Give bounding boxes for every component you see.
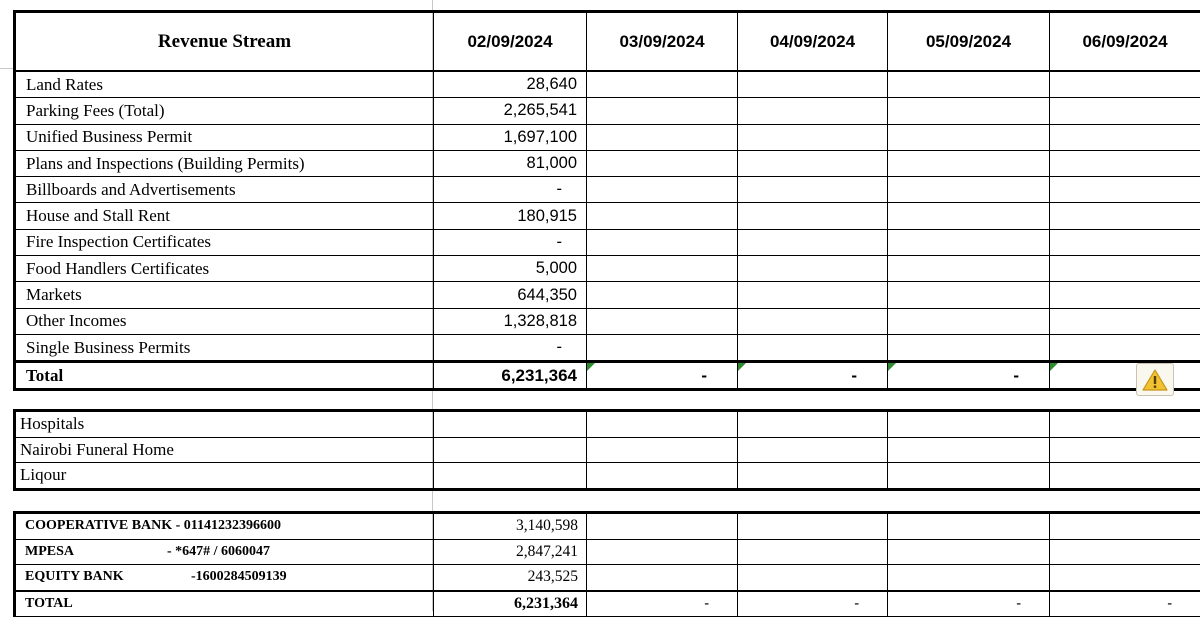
total-dash: - — [701, 366, 707, 385]
bank-total-dash: - — [738, 591, 888, 617]
empty-cell — [738, 177, 888, 203]
empty-cell — [738, 203, 888, 229]
empty-cell — [587, 124, 738, 150]
header-row — [15, 12, 1200, 72]
bank-total-value: 6,231,364 — [434, 591, 587, 617]
bank-total-dash: - — [1050, 591, 1200, 617]
bank-name — [15, 513, 434, 540]
total-value: 6,231,364 — [434, 362, 587, 390]
table-row — [15, 463, 1200, 490]
row-value: 2,265,541 — [434, 98, 587, 124]
header-revenue-stream: Revenue Stream — [15, 12, 434, 72]
header-date: 04/09/2024 — [738, 12, 888, 72]
row-label: Liqour — [15, 463, 434, 490]
row-label: Billboards and Advertisements — [15, 177, 434, 203]
bank-total-row — [15, 591, 1200, 617]
empty-cell — [1050, 539, 1200, 565]
empty-cell — [1050, 463, 1200, 490]
empty-cell — [587, 334, 738, 361]
empty-cell — [587, 463, 738, 490]
row-value: 1,697,100 — [434, 124, 587, 150]
header-date: 02/09/2024 — [434, 12, 587, 72]
empty-cell — [888, 124, 1050, 150]
empty-cell — [888, 282, 1050, 308]
empty-cell — [888, 256, 1050, 282]
row-label: Hospitals — [15, 411, 434, 438]
empty-cell — [1050, 124, 1200, 150]
sheet-gridline — [0, 68, 14, 69]
header-date: 03/09/2024 — [587, 12, 738, 72]
table-row — [15, 437, 1200, 463]
row-value: 28,640 — [434, 71, 587, 98]
banks-table — [13, 511, 1200, 617]
row-value: - — [434, 177, 587, 203]
empty-cell — [587, 98, 738, 124]
empty-cell — [888, 98, 1050, 124]
empty-cell — [587, 256, 738, 282]
empty-cell — [587, 282, 738, 308]
error-indicator — [587, 363, 595, 371]
empty-cell — [1050, 334, 1200, 361]
revenue-table — [13, 10, 1200, 391]
empty-cell — [587, 437, 738, 463]
empty-cell — [587, 229, 738, 255]
empty-cell — [587, 150, 738, 176]
table-row — [15, 539, 1200, 565]
empty-cell — [888, 71, 1050, 98]
empty-cell — [738, 98, 888, 124]
bank-value: 243,525 — [434, 565, 587, 591]
empty-cell — [888, 539, 1050, 565]
row-label: Single Business Permits — [15, 334, 434, 361]
empty-cell — [738, 437, 888, 463]
bank-total-label: TOTAL — [15, 591, 434, 617]
row-label: Markets — [15, 282, 434, 308]
empty-cell — [587, 513, 738, 540]
error-indicator — [738, 363, 746, 371]
row-value: - — [434, 334, 587, 361]
empty-cell — [1050, 256, 1200, 282]
bank-ref: - *647# / 6060047 — [167, 544, 270, 559]
table-row — [15, 513, 1200, 540]
row-label: Plans and Inspections (Building Permits) — [15, 150, 434, 176]
empty-cell — [738, 229, 888, 255]
empty-cell — [888, 177, 1050, 203]
empty-cell — [738, 565, 888, 591]
empty-cell — [1050, 282, 1200, 308]
total-value — [1050, 362, 1200, 390]
empty-cell — [888, 565, 1050, 591]
empty-cell — [1050, 308, 1200, 334]
row-label: Land Rates — [15, 71, 434, 98]
row-value: 644,350 — [434, 282, 587, 308]
total-value — [587, 362, 738, 390]
empty-cell — [738, 71, 888, 98]
table-row — [15, 124, 1200, 150]
empty-cell — [888, 308, 1050, 334]
bank-total-dash: - — [587, 591, 738, 617]
row-value: 180,915 — [434, 203, 587, 229]
bank-name — [15, 565, 434, 591]
empty-cell — [587, 177, 738, 203]
empty-cell — [587, 71, 738, 98]
empty-cell — [738, 539, 888, 565]
empty-cell — [1050, 513, 1200, 540]
empty-cell — [888, 463, 1050, 490]
empty-cell — [888, 513, 1050, 540]
empty-cell — [888, 437, 1050, 463]
empty-cell — [587, 565, 738, 591]
empty-cell — [888, 203, 1050, 229]
row-label: Unified Business Permit — [15, 124, 434, 150]
empty-cell — [738, 124, 888, 150]
bank-value: 3,140,598 — [434, 513, 587, 540]
empty-cell — [738, 411, 888, 438]
table-row — [15, 308, 1200, 334]
row-value: 81,000 — [434, 150, 587, 176]
empty-cell — [1050, 203, 1200, 229]
bank-name-text: MPESA — [25, 544, 167, 560]
empty-cell — [738, 256, 888, 282]
table-row — [15, 256, 1200, 282]
empty-cell — [587, 411, 738, 438]
table-row — [15, 150, 1200, 176]
empty-cell — [738, 282, 888, 308]
table-row — [15, 334, 1200, 361]
empty-cell — [738, 463, 888, 490]
row-label: Food Handlers Certificates — [15, 256, 434, 282]
table-row — [15, 411, 1200, 438]
other-streams-table — [13, 409, 1200, 491]
table-row — [15, 229, 1200, 255]
row-label: Nairobi Funeral Home — [15, 437, 434, 463]
error-indicator — [1050, 363, 1058, 371]
total-value — [738, 362, 888, 390]
total-dash: - — [1013, 366, 1019, 385]
table-row — [15, 565, 1200, 591]
table-row — [15, 177, 1200, 203]
bank-total-dash: - — [888, 591, 1050, 617]
bank-value: 2,847,241 — [434, 539, 587, 565]
row-value: - — [434, 229, 587, 255]
empty-cell — [888, 229, 1050, 255]
total-row — [15, 362, 1200, 390]
empty-cell — [587, 539, 738, 565]
empty-cell — [1050, 71, 1200, 98]
row-value: 1,328,818 — [434, 308, 587, 334]
error-indicator — [888, 363, 896, 371]
empty-cell — [738, 150, 888, 176]
empty-cell — [888, 150, 1050, 176]
empty-cell — [587, 203, 738, 229]
row-label: Parking Fees (Total) — [15, 98, 434, 124]
empty-cell — [1050, 177, 1200, 203]
row-label: Fire Inspection Certificates — [15, 229, 434, 255]
empty-cell — [1050, 411, 1200, 438]
total-dash: - — [851, 366, 857, 385]
empty-cell — [1050, 565, 1200, 591]
empty-cell — [1050, 229, 1200, 255]
total-value — [888, 362, 1050, 390]
header-date: 05/09/2024 — [888, 12, 1050, 72]
empty-cell — [587, 308, 738, 334]
row-label: House and Stall Rent — [15, 203, 434, 229]
empty-cell — [434, 437, 587, 463]
empty-cell — [1050, 437, 1200, 463]
total-label: Total — [15, 362, 434, 390]
empty-cell — [738, 308, 888, 334]
bank-name — [15, 539, 434, 565]
error-check-button[interactable] — [1136, 363, 1174, 396]
bank-name-text: EQUITY BANK — [25, 569, 191, 585]
bank-ref: -1600284509139 — [191, 569, 287, 584]
empty-cell — [738, 513, 888, 540]
empty-cell — [888, 411, 1050, 438]
warning-icon — [1142, 368, 1168, 392]
table-row — [15, 203, 1200, 229]
row-label: Other Incomes — [15, 308, 434, 334]
row-value: 5,000 — [434, 256, 587, 282]
table-row — [15, 282, 1200, 308]
empty-cell — [888, 334, 1050, 361]
empty-cell — [1050, 150, 1200, 176]
table-row — [15, 71, 1200, 98]
header-date: 06/09/2024 — [1050, 12, 1200, 72]
bank-name-text: COOPERATIVE BANK - 01141232396600 — [25, 518, 281, 533]
empty-cell — [738, 334, 888, 361]
empty-cell — [434, 463, 587, 490]
empty-cell — [434, 411, 587, 438]
table-row — [15, 98, 1200, 124]
empty-cell — [1050, 98, 1200, 124]
